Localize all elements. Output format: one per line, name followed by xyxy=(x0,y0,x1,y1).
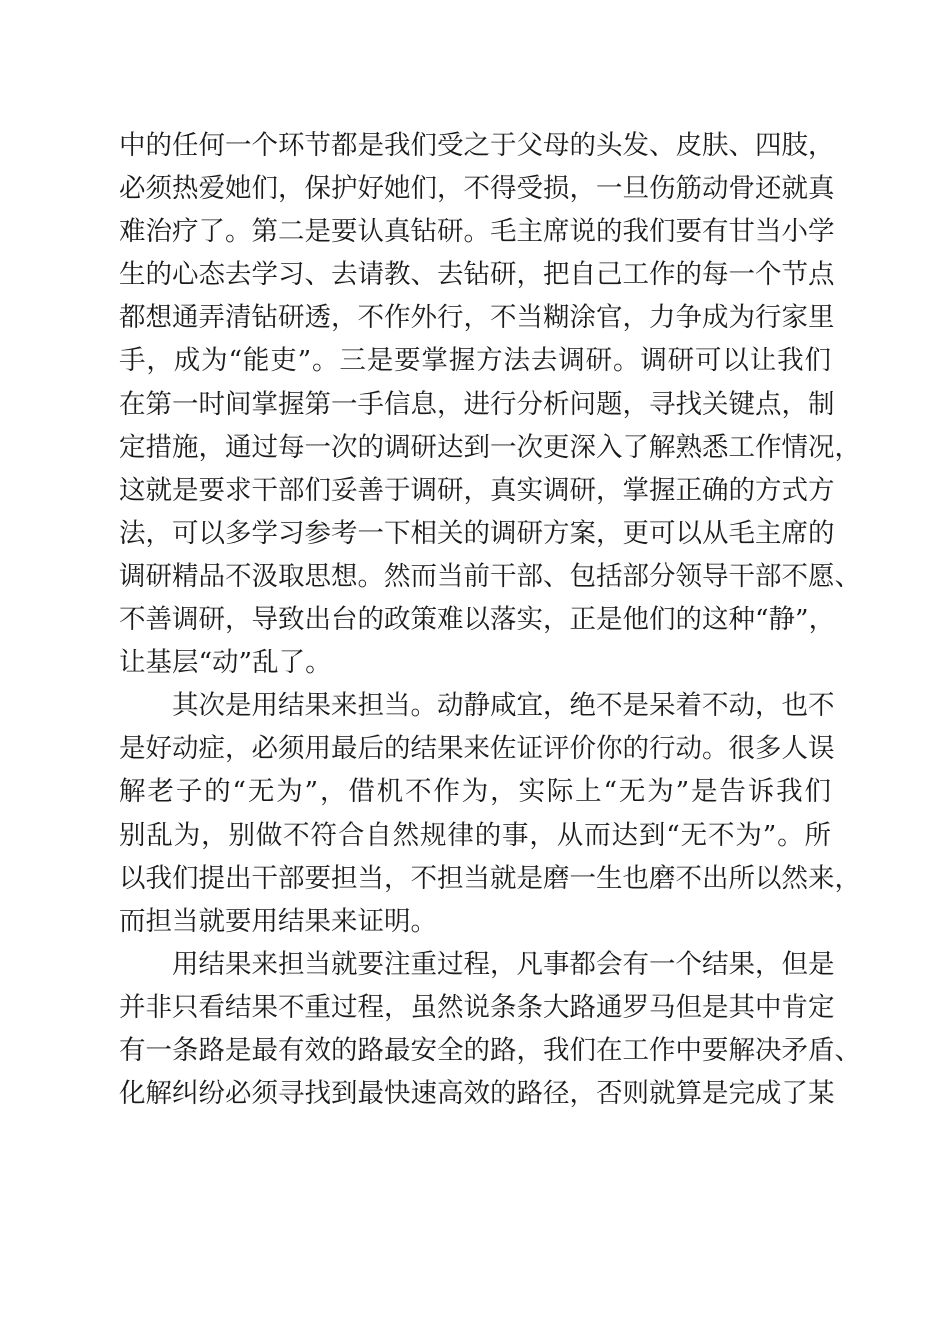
text-line: 有一条路是最有效的路最安全的路，我们在工作中要解决矛盾、 xyxy=(119,1034,861,1066)
text-line: 不善调研，导致出台的政策难以落实，正是他们的这种“静”， xyxy=(119,604,836,636)
text-line: 手，成为“能吏”。三是要掌握方法去调研。调研可以让我们 xyxy=(119,345,831,377)
text-line: 必须热爱她们，保护好她们，不得受损，一旦伤筋动骨还就真 xyxy=(119,173,835,205)
text-line: 以我们提出干部要担当，不担当就是磨一生也磨不出所以然来， xyxy=(119,862,861,894)
text-line: 难治疗了。第二是要认真钻研。毛主席说的我们要有甘当小学 xyxy=(119,216,835,248)
text-line: 并非只看结果不重过程，虽然说条条大路通罗马但是其中肯定 xyxy=(119,991,835,1023)
paragraph-first-line: 其次是用结果来担当。动静咸宜，绝不是呆着不动，也不 xyxy=(172,690,835,722)
text-line: 解老子的“无为”，借机不作为，实际上“无为”是告诉我们 xyxy=(119,776,831,808)
text-line: 这就是要求干部们妥善于调研，真实调研，掌握正确的方式方 xyxy=(119,474,835,506)
text-line: 化解纠纷必须寻找到最快速高效的路径，否则就算是完成了某 xyxy=(119,1078,835,1110)
body-text xyxy=(119,124,861,1115)
text-line: 在第一时间掌握第一手信息，进行分析问题，寻找关键点，制 xyxy=(119,388,835,420)
text-line: 而担当就要用结果来证明。 xyxy=(119,905,437,937)
text-line: 让基层“动”乱了。 xyxy=(119,647,332,679)
text-line: 生的心态去学习、去请教、去钻研，把自己工作的每一个节点 xyxy=(119,259,835,291)
text-line: 定措施，通过每一次的调研达到一次更深入了解熟悉工作情况， xyxy=(119,431,861,463)
text-line: 法，可以多学习参考一下相关的调研方案，更可以从毛主席的 xyxy=(119,517,835,549)
text-line: 别乱为，别做不符合自然规律的事，从而达到“无不为”。所 xyxy=(119,819,831,851)
text-line: 都想通弄清钻研透，不作外行，不当糊涂官，力争成为行家里 xyxy=(119,302,835,334)
text-line: 中的任何一个环节都是我们受之于父母的头发、皮肤、四肢， xyxy=(119,130,835,161)
paragraph-first-line: 用结果来担当就要注重过程，凡事都会有一个结果，但是 xyxy=(172,948,835,980)
text-line: 调研精品不汲取思想。然而当前干部、包括部分领导干部不愿、 xyxy=(119,560,861,592)
text-line: 是好动症，必须用最后的结果来佐证评价你的行动。很多人误 xyxy=(119,733,835,765)
